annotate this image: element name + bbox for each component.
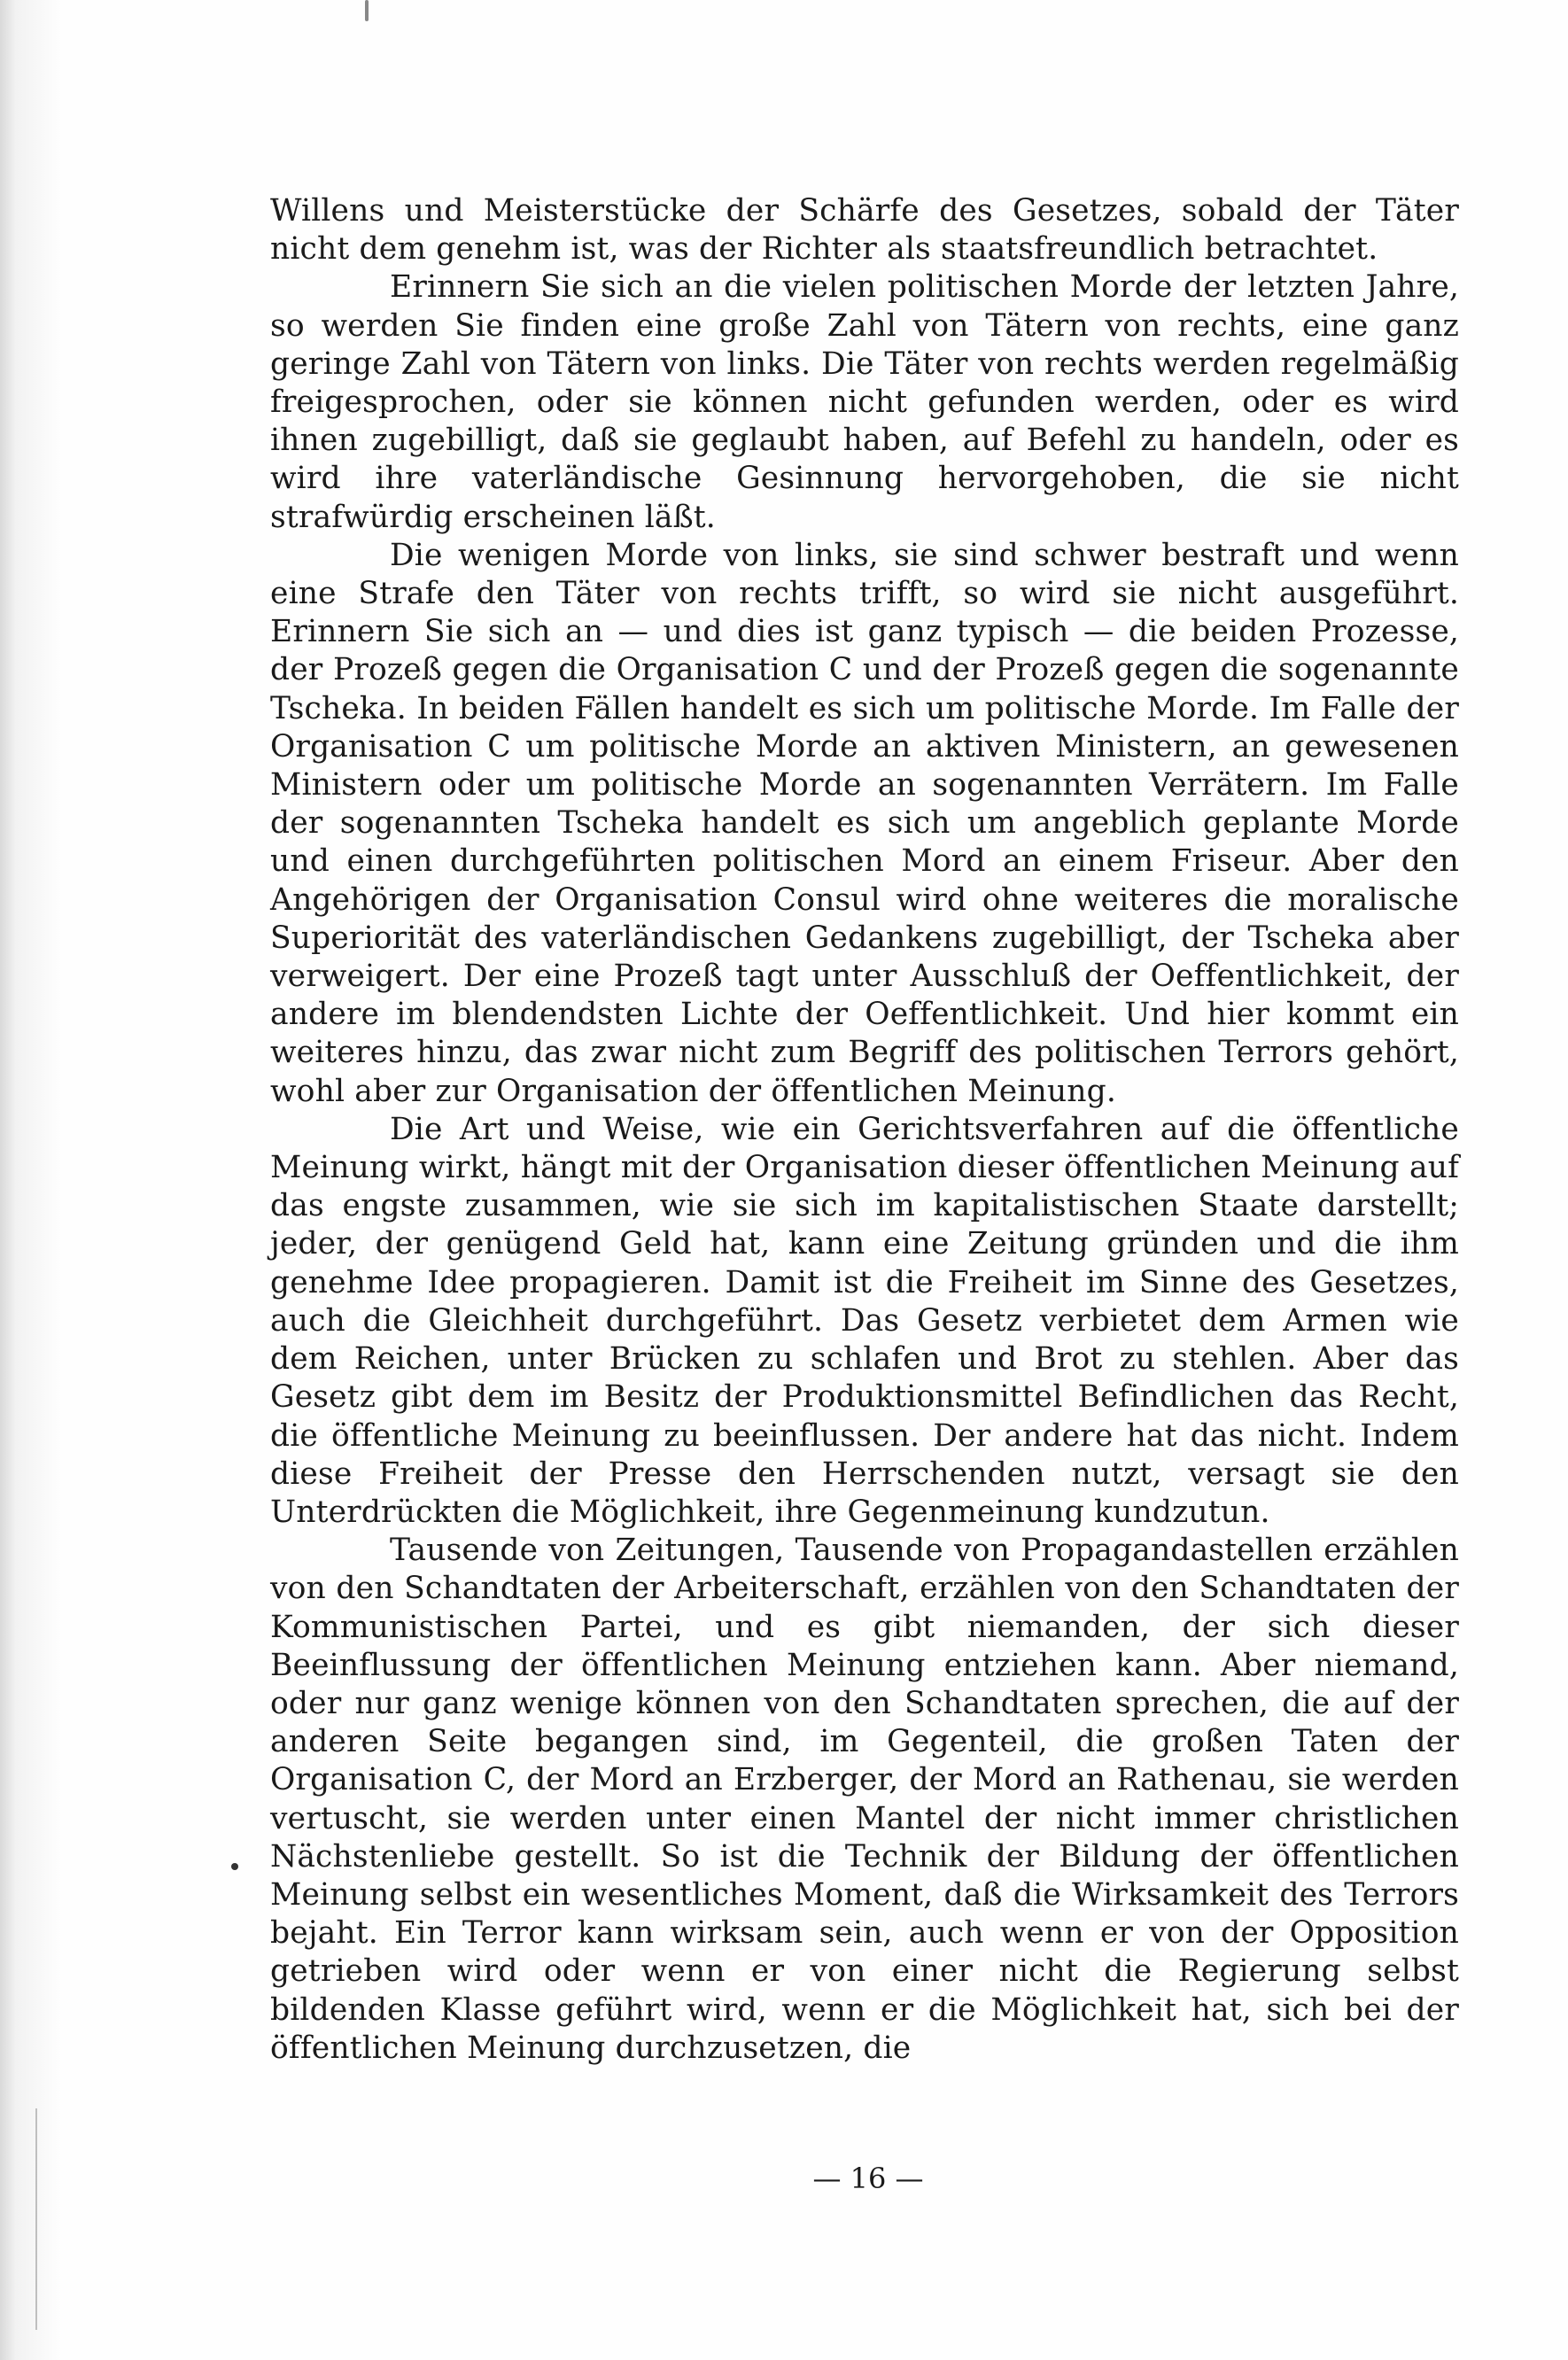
paragraph: Die Art und Weise, wie ein Gerichtsverfahren auf die öffentliche Meinung wirkt, hängt mit der Organisation dieser öffentlichen Meinung auf das engste zusammen, wie sie sich im kapitalistischen Staate darstellt; jeder, der genügend Geld hat, kann eine Zeitung gründen und die ihm genehme Idee propagieren. Damit ist die Freiheit im Sinne des Gesetzes, auch die Gleichheit durchgeführt. Das Gesetz verbietet dem Armen wie dem Reichen, unter Brücken zu schlafen und Brot zu stehlen. Aber das Gesetz gibt dem im Besitz der Produktionsmittel Befindlichen das Recht, die öffentliche Meinung zu beeinflussen. Der andere hat das nicht. Indem diese Freiheit der Presse den Herrschenden nutzt, versagt sie den Unterdrückten die Möglichkeit, ihre Gegenmeinung kundzutun. bbox=[270, 1111, 1459, 1530]
body-text bbox=[270, 192, 1459, 2068]
binding-edge-mark bbox=[35, 2108, 37, 2330]
page-number: — 16 — bbox=[812, 2162, 924, 2195]
stray-ink-dot bbox=[231, 1863, 238, 1870]
paragraph: Erinnern Sie sich an die vielen politischen Morde der letzten Jahre, so werden Sie finden eine große Zahl von Tätern von rechts, eine ganz geringe Zahl von Tätern von links. Die Täter von rechts werden regelmäßig freigesprochen, oder sie können nicht gefunden werden, oder es wird ihnen zugebilligt, daß sie geglaubt haben, auf Befehl zu handeln, oder es wird ihre vaterländische Gesinnung hervorgehoben, die sie nicht strafwürdig erscheinen läßt. bbox=[270, 269, 1459, 535]
paragraph-continuation: Willens und Meisterstücke der Schärfe des Gesetzes, sobald der Täter nicht dem genehm ist, was der Richter als staatsfreundlich betrachtet. bbox=[270, 193, 1459, 268]
scan-edge-shadow bbox=[0, 0, 62, 2360]
paragraph: Tausende von Zeitungen, Tausende von Propagandastellen erzählen von den Schandtaten der Arbeiterschaft, erzählen von den Schandtaten der Kommunistischen Partei, und es gibt niemanden, der sich dieser Beeinflussung der öffentlichen Meinung entziehen kann. Aber niemand, oder nur ganz wenige können von den Schandtaten sprechen, die auf der anderen Seite begangen sind, im Gegenteil, die großen Taten der Organisation C, der Mord an Erzberger, der Mord an Rathenau, sie werden vertuscht, sie werden unter einen Mantel der nicht immer christlichen Nächstenliebe gestellt. So ist die Technik der Bildung der öffentlichen Meinung selbst ein wesentliches Moment, daß die Wirksamkeit des Terrors bejaht. Ein Terror kann wirksam sein, auch wenn er von der Opposition getrieben wird oder wenn er von einer nicht die Regierung selbst bildenden Klasse geführt wird, wenn er die Möglichkeit hat, sich bei der öffentlichen Meinung durchzusetzen, die bbox=[270, 1533, 1459, 2066]
paragraph: Die wenigen Morde von links, sie sind schwer bestraft und wenn eine Strafe den Täter von rechts trifft, so wird sie nicht ausgeführt. Erinnern Sie sich an — und dies ist ganz typisch — die beiden Prozesse, der Prozeß gegen die Organisation C und der Prozeß gegen die sogenannte Tscheka. In beiden Fällen handelt es sich um politische Morde. Im Falle der Organisation C um politische Morde an aktiven Ministern, an gewesenen Ministern oder um politische Morde an sogenannten Verrätern. Im Falle der sogenannten Tscheka handelt es sich um angeblich geplante Morde und einen durchgeführten politischen Mord an einem Friseur. Aber den Angehörigen der Organisation Consul wird ohne weiteres die moralische Superiorität des vaterländischen Gedankens zugebilligt, der Tscheka aber verweigert. Der eine Prozeß tagt unter Ausschluß der Oeffentlichkeit, der andere im blendendsten Lichte der Oeffentlichkeit. Und hier kommt ein weiteres hinzu, das zwar nicht zum Begriff des politischen Terrors gehört, wohl aber zur Organisation der öffentlichen Meinung. bbox=[270, 537, 1459, 1109]
scan-speck bbox=[365, 0, 369, 21]
